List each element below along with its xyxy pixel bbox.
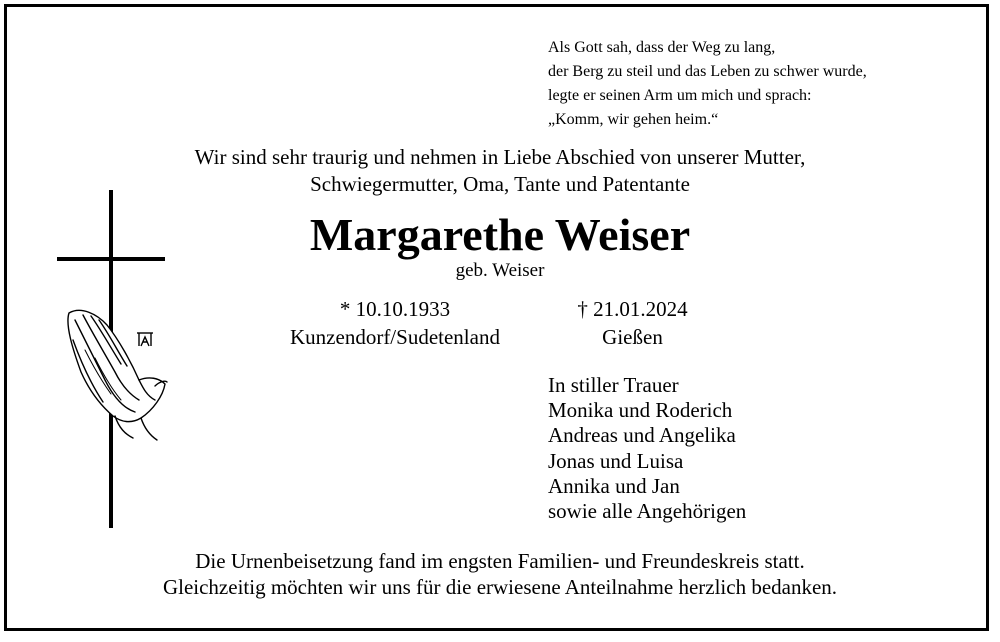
mourner-entry: Monika und Roderich <box>548 398 733 423</box>
closing-text <box>0 548 1000 600</box>
death-date: † 21.01.2024 <box>577 297 688 321</box>
mourners-list <box>548 373 746 524</box>
deceased-name: Margarethe Weiser <box>309 209 691 260</box>
mourner-entry: Annika und Jan <box>548 473 680 498</box>
intro-line: Wir sind sehr traurig und nehmen in Liebe Abschied von unserer Mutter, <box>194 145 806 169</box>
poem-line: der Berg zu steil und das Leben zu schwer wurde, <box>548 63 867 80</box>
mourner-entry: Jonas und Luisa <box>548 448 684 473</box>
poem-line: Als Gott sah, dass der Weg zu lang, <box>548 39 776 56</box>
birth-place: Kunzendorf/Sudetenland <box>290 325 500 349</box>
maiden-name: geb. Weiser <box>455 260 545 281</box>
cross-with-hands <box>55 190 175 530</box>
birth-date: * 10.10.1933 <box>339 297 451 321</box>
closing-line: Die Urnenbeisetzung fand im engsten Familien- und Freundeskreis statt. <box>195 549 805 573</box>
poem-line: legte er seinen Arm um mich und sprach: <box>548 87 812 104</box>
death-place: Gießen <box>602 325 663 349</box>
mourner-entry: Andreas und Angelika <box>548 423 736 448</box>
closing-line: Gleichzeitig möchten wir uns für die erwiesene Anteilnahme herzlich bedanken. <box>162 575 838 599</box>
intro-line: Schwiegermutter, Oma, Tante und Patentante <box>310 172 690 196</box>
death-info <box>550 295 715 351</box>
birth-info <box>280 295 510 351</box>
poem <box>548 36 867 132</box>
mourners-heading: In stiller Trauer <box>548 373 679 397</box>
mourner-entry: sowie alle Angehörigen <box>548 499 747 524</box>
duerer-monogram-icon <box>137 333 153 346</box>
praying-hands-icon <box>68 310 167 440</box>
poem-line: „Komm, wir gehen heim.“ <box>548 111 719 128</box>
